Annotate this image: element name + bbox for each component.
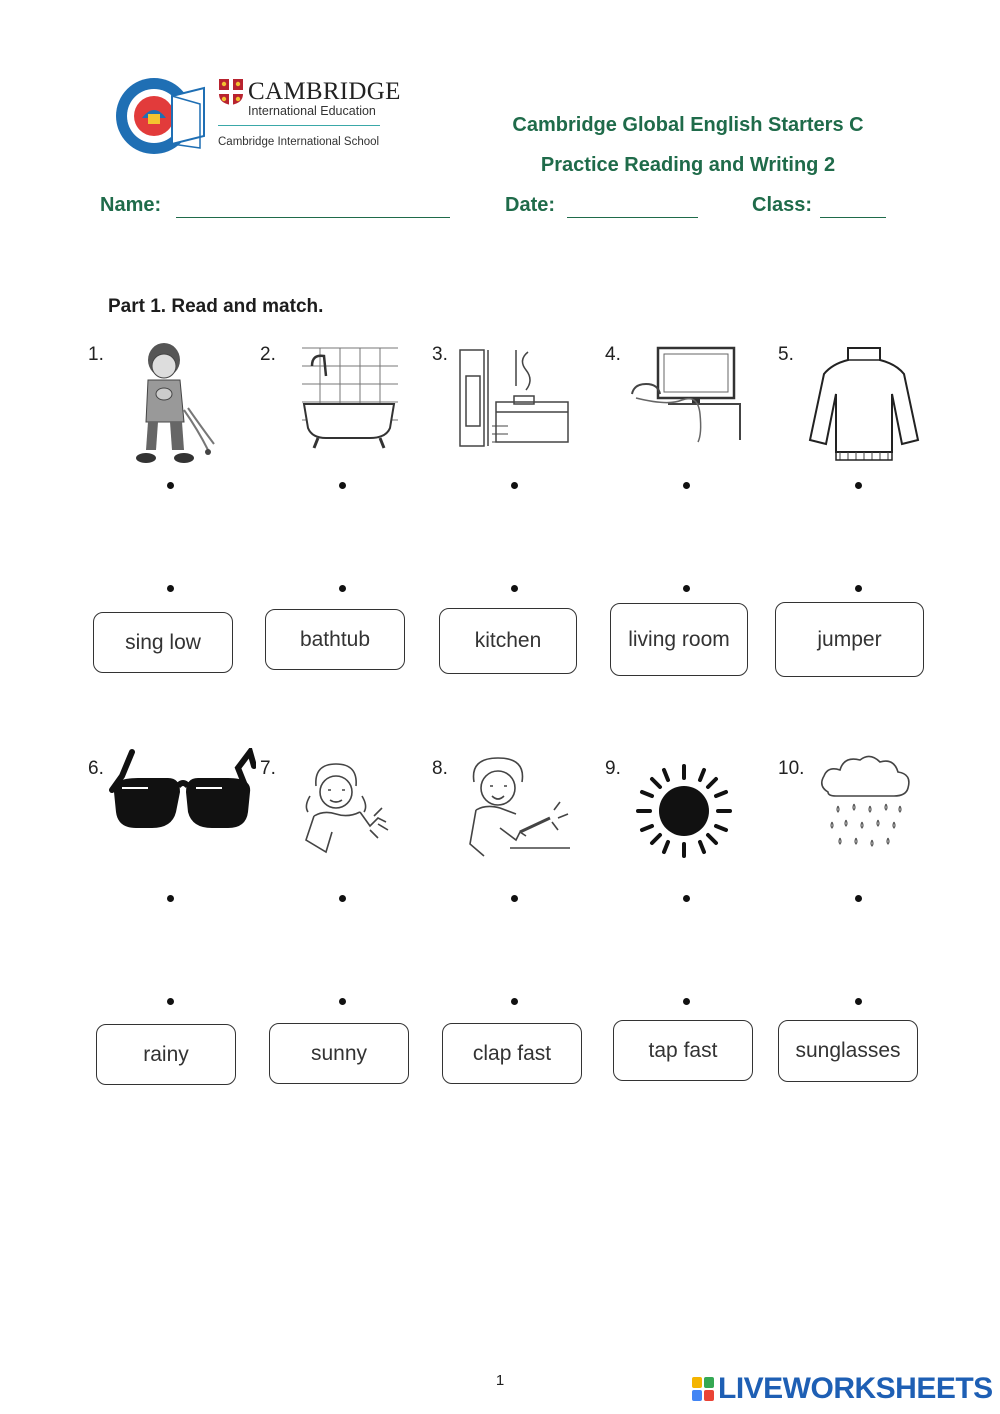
word-box[interactable]: sing low: [93, 612, 233, 673]
rain-cloud-picture: [818, 752, 912, 858]
match-dot[interactable]: [511, 998, 518, 1005]
bathtub-picture: [300, 346, 400, 450]
cambridge-crest-icon: [218, 78, 244, 106]
item-number: 1.: [88, 344, 104, 365]
word-box[interactable]: sunglasses: [778, 1020, 918, 1082]
match-dot[interactable]: [511, 585, 518, 592]
match-dot[interactable]: [167, 895, 174, 902]
name-label: Name:: [100, 194, 162, 216]
jumper-picture: [806, 344, 922, 464]
word-box[interactable]: bathtub: [265, 609, 405, 670]
item-number: 4.: [605, 344, 621, 365]
page-title: Cambridge Global English Starters C: [512, 114, 864, 136]
living-room-picture: [628, 344, 742, 444]
word-box[interactable]: tap fast: [613, 1020, 753, 1081]
word-box[interactable]: clap fast: [442, 1023, 582, 1084]
item-number: 9.: [605, 758, 621, 779]
match-dot[interactable]: [683, 585, 690, 592]
match-dot[interactable]: [167, 482, 174, 489]
kitchen-picture: [456, 346, 570, 452]
cambridge-subtitle: International Education: [248, 104, 376, 118]
liveworksheets-logo[interactable]: [692, 1374, 993, 1404]
school-logo: [112, 74, 208, 158]
item-number: 7.: [260, 758, 276, 779]
class-label: Class:: [752, 194, 813, 216]
liveworksheets-icon: [692, 1377, 714, 1401]
cambridge-title: CAMBRIDGE: [248, 78, 401, 105]
match-dot[interactable]: [511, 895, 518, 902]
page-number: 1: [495, 1372, 505, 1389]
date-label: Date:: [505, 194, 556, 216]
match-dot[interactable]: [339, 482, 346, 489]
logo-square: [704, 1377, 714, 1388]
item-number: 6.: [88, 758, 104, 779]
item-number: 3.: [432, 344, 448, 365]
item-number: 8.: [432, 758, 448, 779]
match-dot[interactable]: [683, 482, 690, 489]
page-subtitle: Practice Reading and Writing 2: [540, 154, 836, 176]
word-box[interactable]: living room: [610, 603, 748, 676]
word-box[interactable]: rainy: [96, 1024, 236, 1085]
date-field[interactable]: [567, 217, 698, 218]
part-1-heading: Part 1. Read and match.: [108, 296, 324, 317]
boy-singing-picture: [128, 340, 218, 470]
word-box[interactable]: kitchen: [439, 608, 577, 674]
match-dot[interactable]: [855, 998, 862, 1005]
girl-tapping-picture: [460, 752, 574, 860]
sunglasses-picture: [108, 748, 256, 832]
match-dot[interactable]: [855, 895, 862, 902]
item-number: 2.: [260, 344, 276, 365]
cambridge-divider: [218, 125, 380, 126]
class-field[interactable]: [820, 217, 886, 218]
match-dot[interactable]: [167, 998, 174, 1005]
match-dot[interactable]: [339, 998, 346, 1005]
girl-clapping-picture: [296, 756, 394, 862]
match-dot[interactable]: [167, 585, 174, 592]
item-number: 5.: [778, 344, 794, 365]
match-dot[interactable]: [339, 585, 346, 592]
cambridge-school: Cambridge International School: [218, 136, 380, 148]
match-dot[interactable]: [683, 895, 690, 902]
logo-square: [692, 1377, 702, 1388]
name-field[interactable]: [176, 217, 450, 218]
item-number: 10.: [778, 758, 805, 779]
logo-square: [692, 1390, 702, 1401]
match-dot[interactable]: [683, 998, 690, 1005]
sun-picture: [634, 762, 734, 860]
logo-square: [704, 1390, 714, 1401]
match-dot[interactable]: [511, 482, 518, 489]
match-dot[interactable]: [855, 482, 862, 489]
word-box[interactable]: sunny: [269, 1023, 409, 1084]
word-box[interactable]: jumper: [775, 602, 924, 677]
liveworksheets-brand: LIVEWORKSHEETS: [718, 1372, 993, 1405]
match-dot[interactable]: [339, 895, 346, 902]
match-dot[interactable]: [855, 585, 862, 592]
